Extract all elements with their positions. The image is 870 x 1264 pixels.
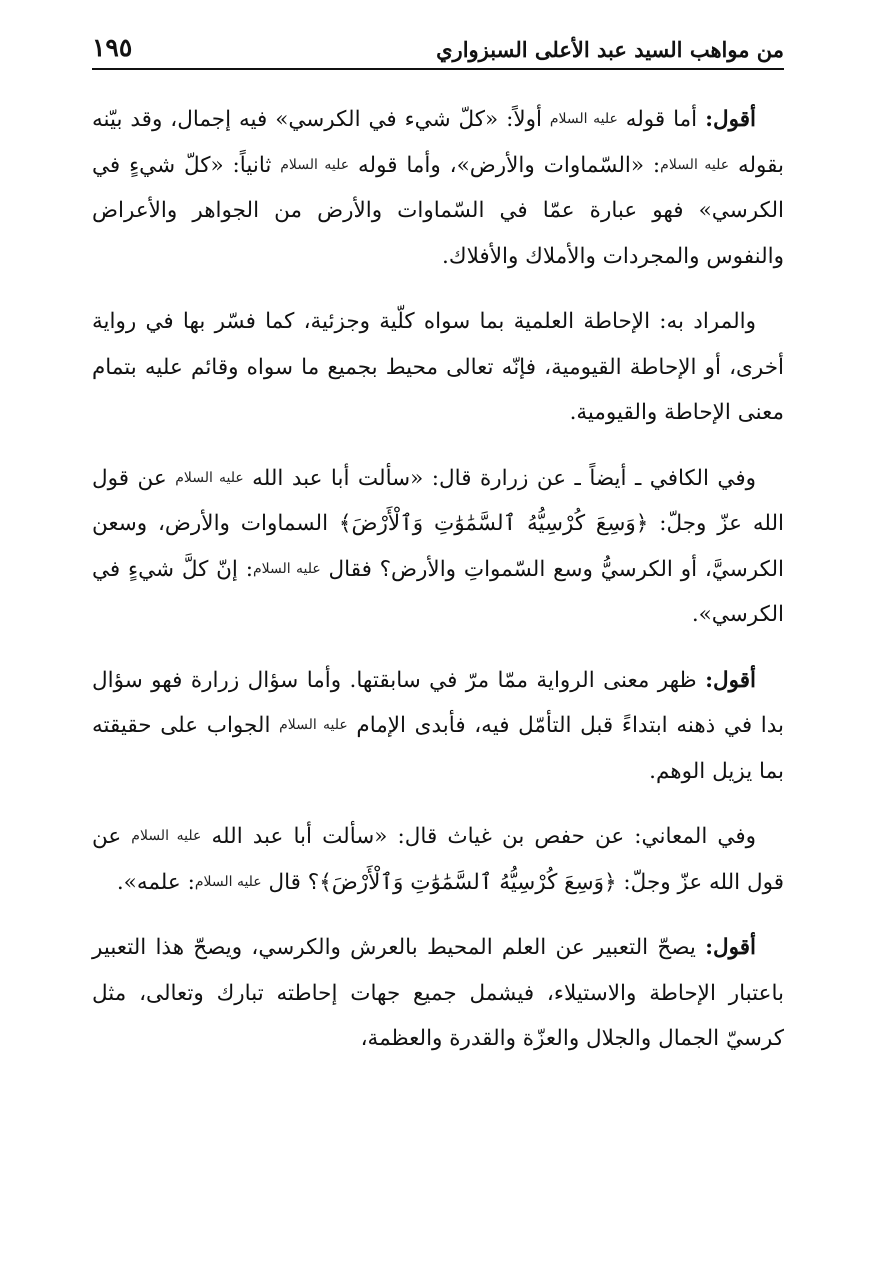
text-segment: أما قوله: [617, 107, 706, 132]
text-segment: عن قول الله عزّ وجلّ: ﴿وَسِعَ كُرْسِيُّهُ ٱلسَّمَٰوَٰتِ وَٱلْأَرْضَ﴾ السماوات والأرض، وسعن الكرسيَّ، أو الكرسيُّ وسع السّمواتِ والأرض؟ فقال: [92, 465, 784, 582]
paragraph-5: [92, 814, 784, 905]
text-segment: والمراد به: الإحاطة العلمية بما سواه كلّية وجزئية، كما فسّر بها في رواية أخرى، أو الإحاطة القيومية، فإنّه تعالى محيط بجميع ما سواه وقائم عليه بتمام معنى الإحاطة والقيومية.: [92, 309, 784, 425]
honorific-glyph: عليه السلام: [194, 873, 262, 890]
text-segment: : إنّ كلَّ شيءٍ في الكرسي».: [92, 556, 784, 627]
text-segment: عن قول الله عزّ وجلّ: ﴿وَسِعَ كُرْسِيُّهُ ٱلسَّمَٰوَٰتِ وَٱلْأَرْضَ﴾؟ قال: [92, 824, 784, 895]
running-title: من مواهب السيد عبد الأعلى السبزواري: [436, 37, 784, 62]
honorific-glyph: عليه السلام: [175, 469, 244, 486]
honorific-glyph: عليه السلام: [252, 560, 321, 577]
keyword-aqool: أقول:: [705, 107, 756, 132]
text-segment: : علمه».: [116, 869, 195, 895]
keyword-aqool: أقول:: [705, 935, 756, 960]
page-number: ١٩٥: [92, 33, 133, 62]
text-segment: وفي الكافي ـ أيضاً ـ عن زرارة قال: «سألت أبا عبد الله: [243, 465, 756, 491]
text-segment: : «السّماوات والأرض»، وأما قوله: [349, 152, 661, 178]
paragraph-4: [92, 658, 784, 795]
honorific-glyph: عليه السلام: [280, 156, 350, 173]
honorific-glyph: عليه السلام: [660, 156, 730, 173]
paragraph-6: [92, 925, 784, 1062]
text-segment: أولاً: «كلّ شيء في الكرسي» فيه إجمال، وقد بيّنه بقوله: [92, 107, 784, 178]
paragraph-2: [92, 299, 784, 436]
honorific-glyph: عليه السلام: [131, 828, 202, 844]
page-body: [92, 97, 784, 1082]
keyword-aqool: أقول:: [705, 667, 756, 693]
text-segment: الجواب على حقيقته بما يزيل الوهم.: [92, 713, 784, 784]
text-segment: ظهر معنى الرواية ممّا مرّ في سابقتها. وأما سؤال زرارة فهو سؤال بدا في ذهنه ابتداءً قبل التأمّل فيه، فأبدى الإمام: [92, 667, 784, 738]
paragraph-3: [92, 456, 784, 638]
honorific-glyph: عليه السلام: [549, 111, 618, 127]
paragraph-1: [92, 97, 784, 279]
text-segment: ثانياً: «كلّ شيءٍ في الكرسي» فهو عبارة عمّا في السّماوات والأرض من الجواهر والأعراض والنفوس والمجردات والأملاك والأفلاك.: [92, 152, 784, 269]
page-header: [92, 30, 784, 70]
honorific-glyph: عليه السلام: [279, 717, 348, 733]
text-segment: يصحّ التعبير عن العلم المحيط بالعرش والكرسي، ويصحّ هذا التعبير باعتبار الإحاطة والاستيلاء، فيشمل جميع جهات إحاطته تبارك وتعالى، مثل كرسيّ الجمال والجلال والعزّة والقدرة والعظمة،: [92, 935, 784, 1051]
text-segment: وفي المعاني: عن حفص بن غياث قال: «سألت أبا عبد الله: [201, 824, 756, 849]
